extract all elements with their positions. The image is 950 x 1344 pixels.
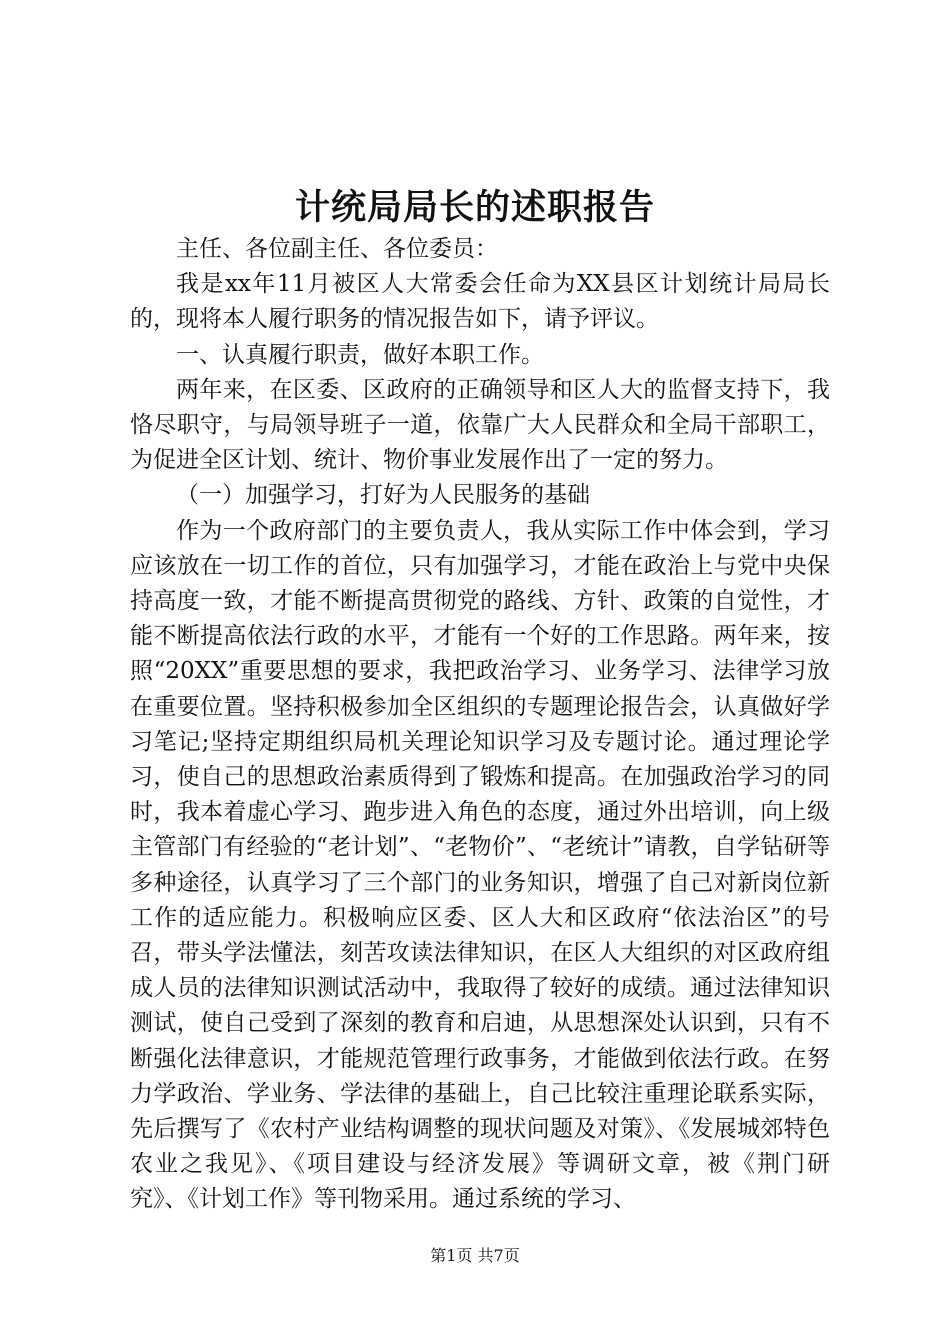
document-title: 计统局局长的述职报告	[294, 187, 655, 228]
section-heading: 一、认真履行职责，做好本职工作。	[176, 341, 544, 368]
page-number-footer: 第1页 共7页	[430, 1246, 520, 1265]
body-paragraph: 作为一个政府部门的主要负责人，我从实际工作中体会到，学习应该放在一切工作的首位，只有加强学习，才能在政治上与党中央保持高度一致，才能不断提高贯彻党的路线、方针、政策的自觉性，才能不断提高依法行政的水平，才能有一个好的工作思路。两年来，按照“20XX”重要思想的要求，我把政治学习、业务学习、法律学习放在重要位置。坚持积极参加全区组织的专题理论报告会，认真做好学习笔记;坚持定期组织局机关理论知识学习及专题讨论。通过理论学习，使自己的思想政治素质得到了锻炼和提高。在加强政治学习的同时，我本着虚心学习、跑步进入角色的态度，通过外出培训，向上级主管部门有经验的“老计划”、“老物价”、“老统计”请教，自学钻研等多种途径，认真学习了三个部门的业务知识，增强了自己对新岗位新工作的适应能力。积极响应区委、区人大和区政府“依法治区”的号召，带头学法懂法，刻苦攻读法律知识，在区人大组织的对区政府组成人员的法律知识测试活动中，我取得了较好的成绩。通过法律知识测试，使自己受到了深刻的教育和启迪，从思想深处认识到，只有不断强化法律意识，才能规范管理行政事务，才能做到依法行政。在努力学政治、学业务、学法律的基础上，自己比较注重理论联系实际，先后撰写了《农村产业结构调整的现状问题及对策》、《发展城郊特色农业之我见》、《项目建设与经济发展》等调研文章，被《荆门研究》、《计划工作》等刊物采用。通过系统的学习、	[130, 517, 830, 1213]
subsection-heading: （一）加强学习，打好为人民服务的基础	[176, 482, 590, 509]
document-body	[130, 232, 830, 1218]
body-paragraph: 两年来，在区委、区政府的正确领导和区人大的监督支持下，我恪尽职守，与局领导班子一道，依靠广大人民群众和全局干部职工，为促进全区计划、统计、物价事业发展作出了一定的努力。	[130, 376, 830, 474]
intro-paragraph: 我是xx年11月被区人大常委会任命为XX县区计划统计局局长的，现将本人履行职务的情况报告如下，请予评议。	[130, 271, 830, 333]
salutation-paragraph: 主任、各位副主任、各位委员：	[176, 236, 498, 262]
